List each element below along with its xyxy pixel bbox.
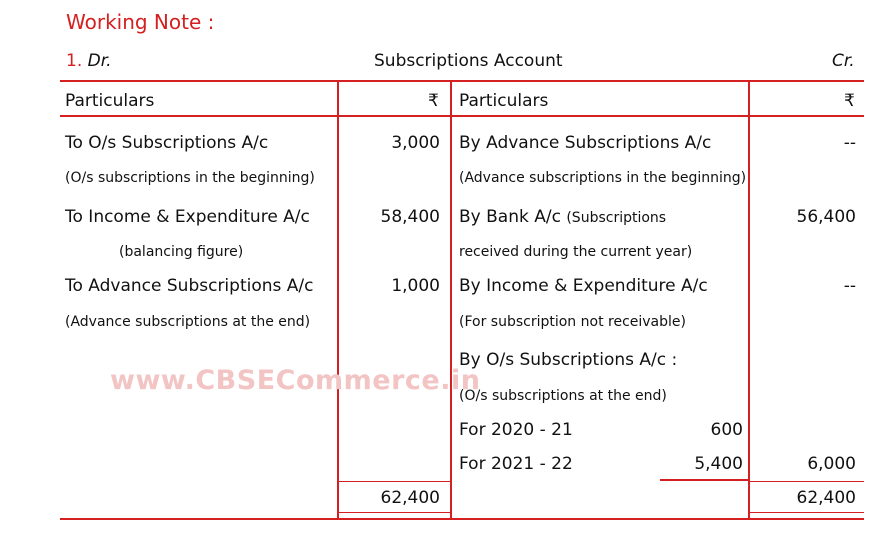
debit-item-amount: 1,000 bbox=[391, 276, 440, 296]
credit-item-label: By O/s Subscriptions A/c : bbox=[459, 350, 678, 370]
debit-total-rule-top bbox=[338, 481, 450, 482]
credit-item-label: By Bank A/c bbox=[459, 207, 561, 227]
credit-subtotal-rule bbox=[660, 479, 748, 481]
debit-total-rule-bottom bbox=[338, 512, 450, 513]
credit-item-label: By Income & Expenditure A/c bbox=[459, 276, 708, 296]
debit-item-amount: 3,000 bbox=[391, 133, 440, 153]
debit-item-note: (O/s subscriptions in the beginning) bbox=[65, 170, 315, 186]
credit-total-rule-top bbox=[750, 481, 864, 482]
top-rule bbox=[60, 80, 864, 82]
credit-item-note: (Advance subscriptions in the beginning) bbox=[459, 170, 747, 186]
divider-right-amount bbox=[748, 81, 750, 519]
debit-total: 62,400 bbox=[380, 488, 440, 508]
credit-item-note: (O/s subscriptions at the end) bbox=[459, 388, 667, 404]
debit-item-label: To Income & Expenditure A/c bbox=[65, 207, 310, 227]
credit-item-label: By Advance Subscriptions A/c bbox=[459, 133, 712, 153]
left-particulars-header: Particulars bbox=[65, 91, 155, 111]
credit-item-amount: -- bbox=[843, 133, 856, 153]
header-rule bbox=[60, 115, 864, 117]
divider-center bbox=[450, 81, 452, 519]
debit-item-amount: 58,400 bbox=[380, 207, 440, 227]
sub-item-label: For 2020 - 21 bbox=[459, 420, 573, 440]
credit-item-amount: 6,000 bbox=[807, 454, 856, 474]
credit-item-label-row bbox=[459, 207, 666, 227]
debit-item-label: To Advance Subscriptions A/c bbox=[65, 276, 314, 296]
credit-item-label-note: (Subscriptions bbox=[566, 210, 667, 226]
credit-item-amount: 56,400 bbox=[796, 207, 856, 227]
working-note-heading: Working Note : bbox=[66, 10, 215, 34]
credit-item-note: received during the current year) bbox=[459, 244, 693, 260]
credit-total: 62,400 bbox=[796, 488, 856, 508]
credit-item-amount: -- bbox=[843, 276, 856, 296]
note-number: 1. bbox=[66, 51, 83, 71]
sub-item-amount: 5,400 bbox=[694, 454, 743, 474]
debit-item-note: (balancing figure) bbox=[119, 244, 244, 260]
debit-item-note: (Advance subscriptions at the end) bbox=[65, 314, 311, 330]
bottom-rule bbox=[60, 518, 864, 520]
divider-left-amount bbox=[337, 81, 339, 519]
account-title-row bbox=[66, 51, 112, 71]
credit-total-rule-bottom bbox=[750, 512, 864, 513]
cr-label: Cr. bbox=[832, 51, 855, 71]
dr-label: Dr. bbox=[87, 51, 112, 71]
sub-item-label: For 2021 - 22 bbox=[459, 454, 573, 474]
left-amount-header: ₹ bbox=[428, 91, 439, 111]
sub-item-amount: 600 bbox=[710, 420, 743, 440]
debit-item-label: To O/s Subscriptions A/c bbox=[65, 133, 269, 153]
credit-item-note: (For subscription not receivable) bbox=[459, 314, 686, 330]
account-title: Subscriptions Account bbox=[374, 51, 563, 71]
right-particulars-header: Particulars bbox=[459, 91, 549, 111]
right-amount-header: ₹ bbox=[844, 91, 855, 111]
watermark: www.CBSECommerce.in bbox=[110, 365, 481, 396]
